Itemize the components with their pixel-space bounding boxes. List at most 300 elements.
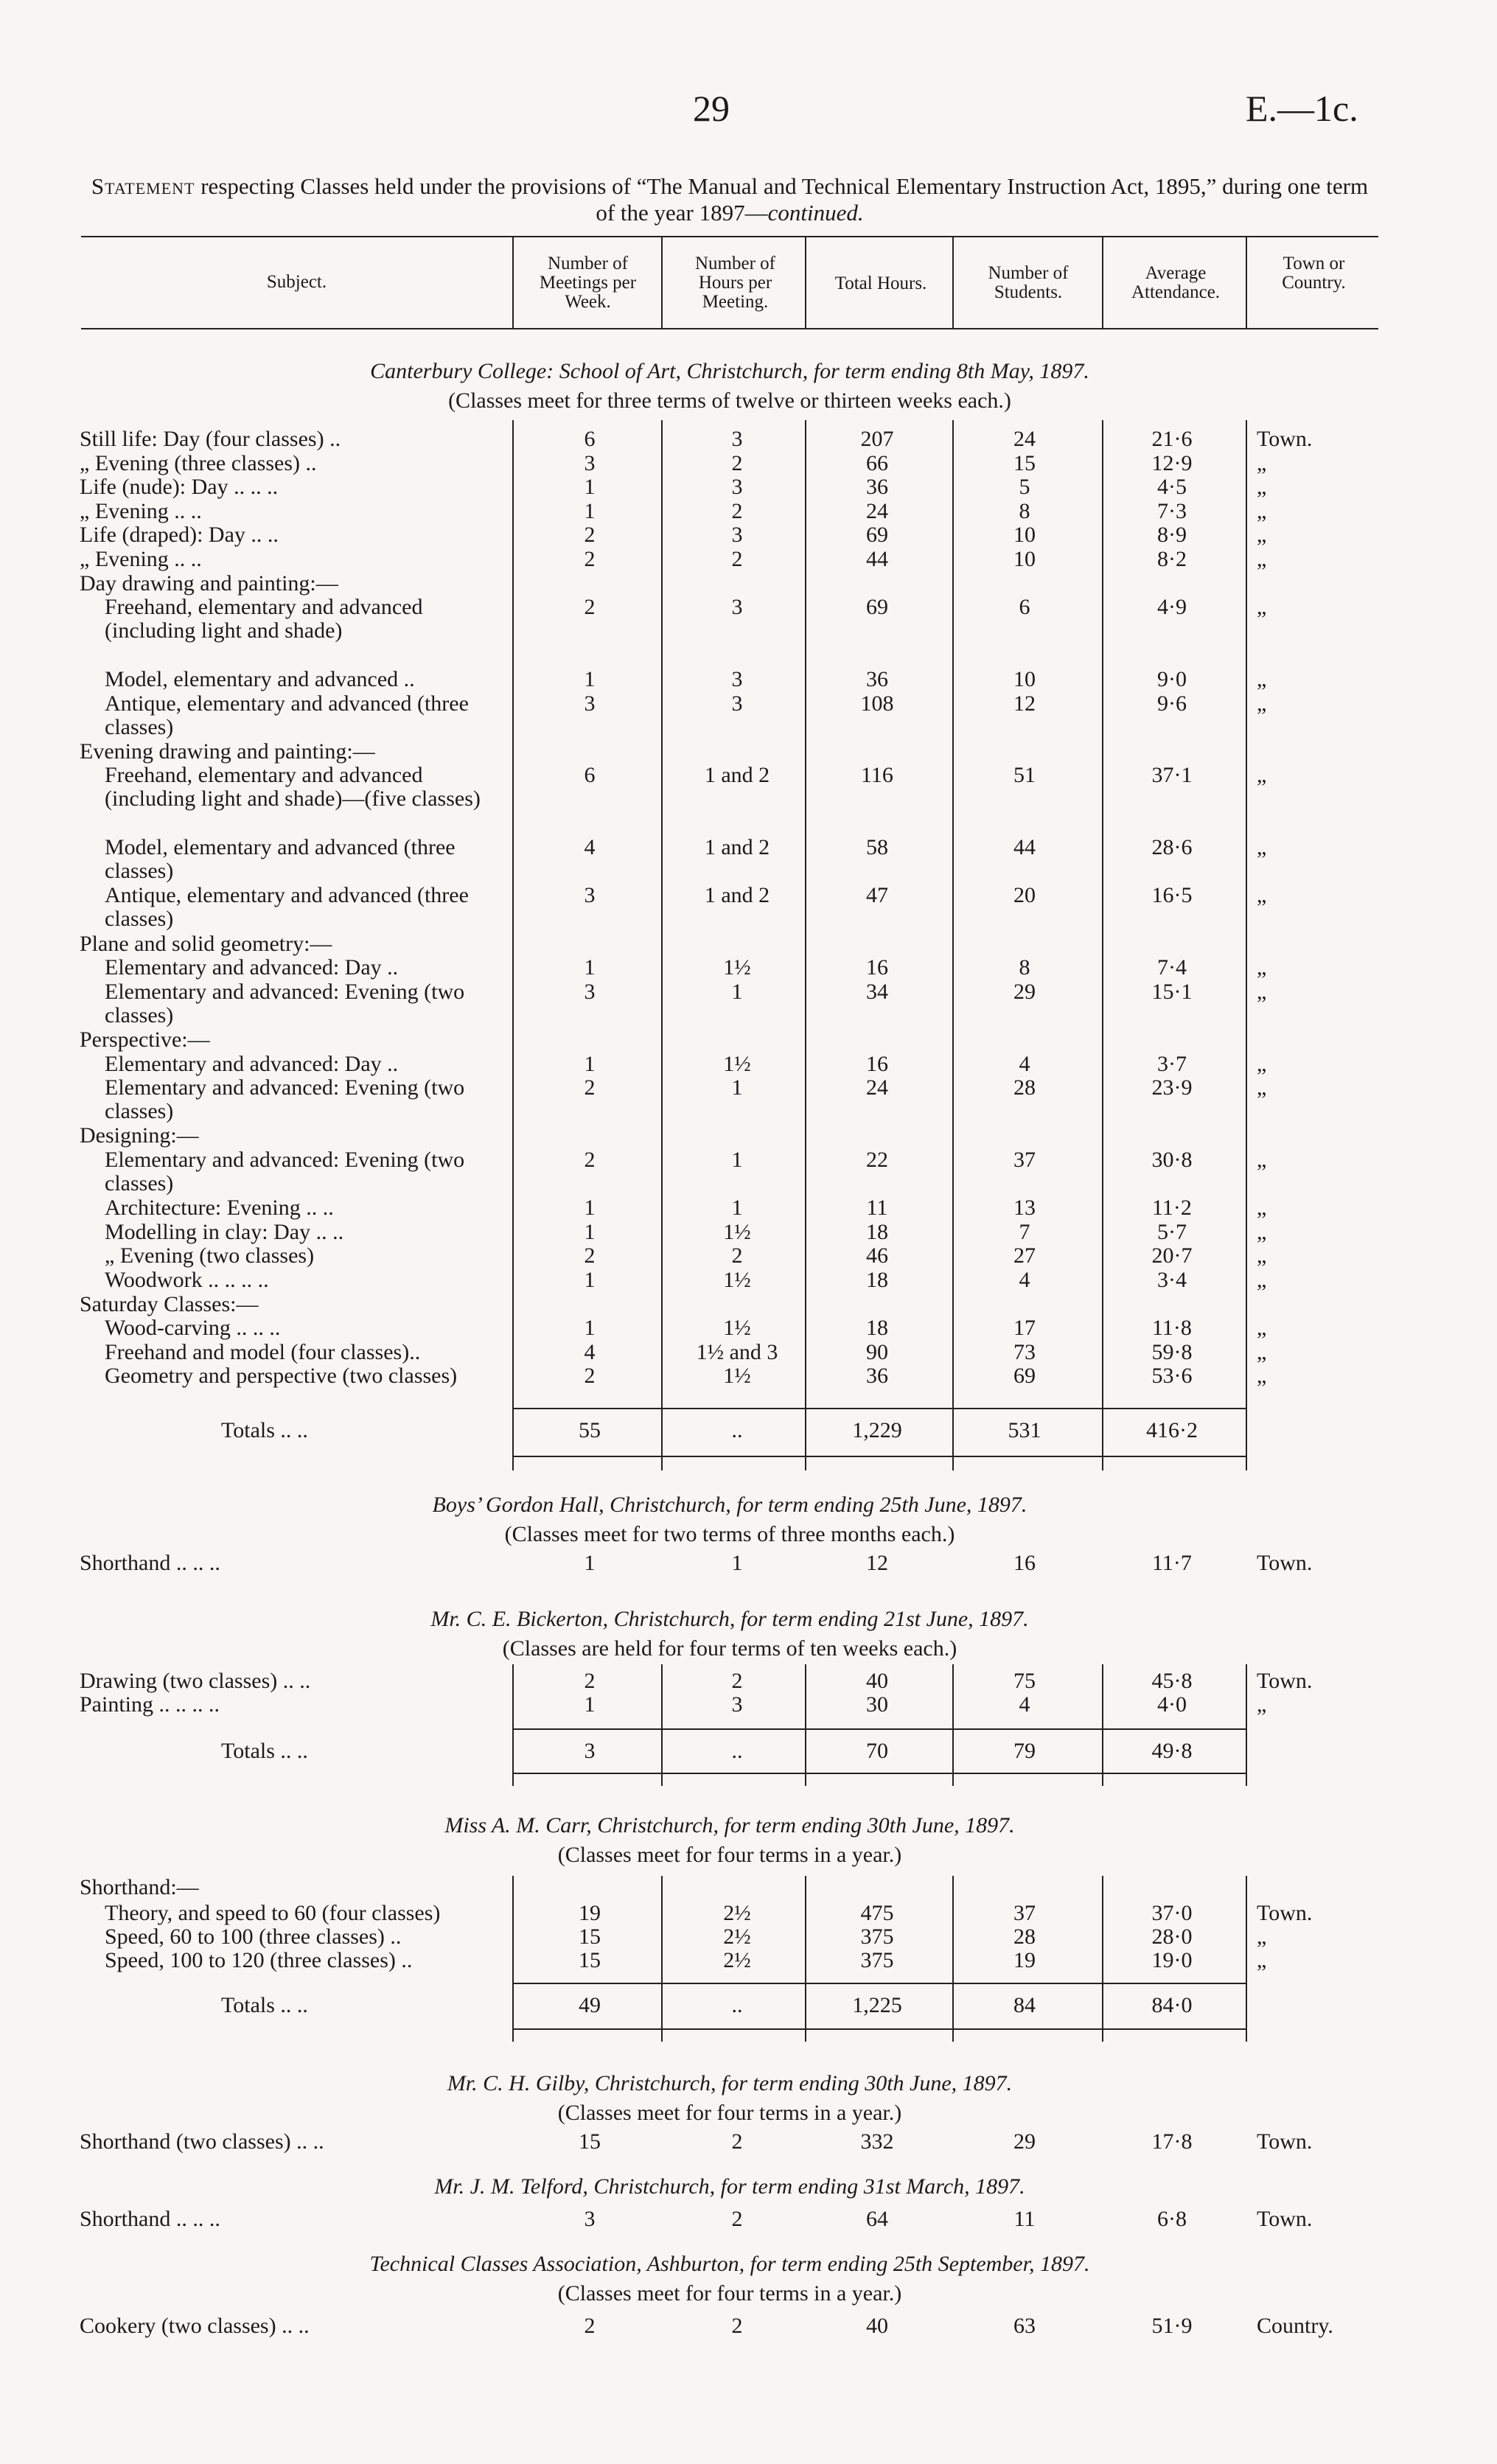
row-students: 69 — [1013, 1364, 1036, 1389]
row-town: „ — [1257, 1339, 1267, 1364]
row-hours: 2½ — [723, 1948, 751, 1972]
totals-total: 70 — [866, 1739, 888, 1763]
row-students: 20 — [1013, 883, 1036, 908]
header-top-rule — [81, 236, 1378, 237]
row-town: „ — [1257, 1051, 1267, 1076]
totals-rule — [512, 1773, 1247, 1774]
row-meetings: 2 — [584, 2314, 596, 2338]
section-note-ashburton: (Classes meet for four terms in a year.) — [557, 2281, 902, 2306]
row-hours: 1 — [731, 979, 743, 1004]
row-attendance: 7·4 — [1157, 955, 1187, 980]
totals-students: 84 — [1013, 1993, 1036, 2017]
totals-hours: .. — [731, 1418, 743, 1442]
series-code: E.—1c. — [1246, 88, 1358, 129]
row-hours: 2 — [731, 2129, 743, 2154]
row-meetings: 19 — [579, 1901, 601, 1925]
row-students: 27 — [1013, 1243, 1036, 1268]
totals-attendance: 49·8 — [1151, 1739, 1193, 1763]
row-total: 36 — [866, 475, 888, 500]
row-students: 7 — [1019, 1219, 1030, 1244]
row-subject: Perspective:— — [80, 1027, 210, 1052]
row-hours: 3 — [731, 427, 743, 451]
row-town: „ — [1257, 667, 1267, 691]
totals-attendance: 416·2 — [1146, 1418, 1198, 1442]
row-town: „ — [1257, 523, 1267, 548]
totals-label: Totals .. .. — [221, 1993, 308, 2017]
row-attendance: 17·8 — [1151, 2129, 1193, 2154]
row-total: 40 — [866, 2314, 888, 2338]
row-total: 22 — [866, 1148, 888, 1172]
row-meetings: 1 — [584, 475, 596, 500]
row-subject: Woodwork .. .. .. .. — [105, 1268, 269, 1292]
row-total: 58 — [866, 835, 888, 860]
row-students: 10 — [1013, 523, 1036, 548]
row-students: 51 — [1013, 763, 1036, 788]
row-town: „ — [1257, 883, 1267, 908]
row-total: 116 — [861, 763, 893, 788]
totals-meetings: 49 — [579, 1993, 601, 2017]
col-divider — [1102, 420, 1103, 1470]
row-meetings: 1 — [584, 1196, 596, 1221]
row-meetings: 2 — [584, 547, 596, 571]
row-town: Town. — [1257, 2129, 1313, 2154]
row-town: „ — [1257, 595, 1267, 620]
row-total: 36 — [866, 667, 888, 691]
row-hours: 1½ — [723, 1364, 751, 1389]
row-town: „ — [1257, 1243, 1267, 1268]
row-meetings: 1 — [584, 1268, 596, 1292]
row-students: 24 — [1013, 427, 1036, 451]
row-meetings: 1 — [584, 667, 596, 691]
row-hours: 2 — [731, 547, 743, 571]
totals-hours: .. — [731, 1993, 743, 2017]
row-hours: 3 — [731, 523, 743, 548]
row-students: 8 — [1019, 498, 1030, 523]
row-subject: Model, elementary and advanced .. — [105, 667, 415, 691]
section-title-telford: Mr. J. M. Telford, Christchurch, for term ending 31st March, 1897. — [434, 2174, 1025, 2199]
row-meetings: 1 — [584, 1051, 596, 1076]
row-total: 24 — [866, 498, 888, 523]
col-divider — [1246, 1876, 1247, 2042]
row-town: „ — [1257, 498, 1267, 523]
row-town: „ — [1257, 1268, 1267, 1292]
row-attendance: 6·8 — [1157, 2207, 1187, 2231]
row-meetings: 2 — [584, 523, 596, 548]
row-subject: Saturday Classes:— — [80, 1291, 259, 1316]
title-continued: continued. — [767, 200, 864, 226]
row-students: 29 — [1013, 979, 1036, 1004]
row-students: 28 — [1013, 1075, 1036, 1100]
col-divider — [512, 420, 514, 1470]
row-subject: Cookery (two classes) .. .. — [80, 2314, 310, 2338]
totals-meetings: 3 — [584, 1739, 596, 1763]
row-attendance: 9·0 — [1157, 667, 1187, 691]
row-subject: Painting .. .. .. .. — [80, 1692, 220, 1717]
row-hours: 1 and 2 — [704, 883, 770, 908]
row-subject: Shorthand .. .. .. — [80, 1551, 220, 1575]
row-subject: Elementary and advanced: Evening (two classes) — [105, 1148, 465, 1196]
row-meetings: 6 — [584, 763, 596, 788]
totals-attendance: 84·0 — [1151, 1993, 1193, 2017]
row-attendance: 51·9 — [1151, 2314, 1193, 2338]
totals-students: 531 — [1008, 1418, 1041, 1442]
row-attendance: 3·4 — [1157, 1268, 1187, 1292]
row-total: 108 — [860, 691, 894, 716]
row-students: 37 — [1013, 1901, 1036, 1925]
row-total: 40 — [866, 1669, 888, 1693]
col-divider — [952, 237, 954, 328]
row-subject: Plane and solid geometry:— — [80, 931, 332, 956]
row-students: 15 — [1013, 450, 1036, 475]
row-total: 375 — [860, 1948, 894, 1972]
row-attendance: 28·0 — [1151, 1924, 1193, 1949]
row-total: 69 — [866, 595, 888, 620]
row-total: 34 — [866, 979, 888, 1004]
row-hours: 2 — [731, 1669, 743, 1693]
row-meetings: 3 — [584, 450, 596, 475]
row-hours: 2½ — [723, 1901, 751, 1925]
row-meetings: 3 — [584, 979, 596, 1004]
row-total: 46 — [866, 1243, 888, 1268]
col-total: Total Hours. — [834, 273, 927, 293]
row-subject: Shorthand .. .. .. — [80, 2207, 220, 2231]
row-hours: 1 — [731, 1196, 743, 1221]
row-students: 12 — [1013, 691, 1036, 716]
row-hours: 2 — [731, 1243, 743, 1268]
row-attendance: 21·6 — [1151, 427, 1193, 451]
row-subject: Evening drawing and painting:— — [80, 739, 375, 764]
totals-rule — [512, 1728, 1247, 1730]
row-attendance: 37·1 — [1151, 763, 1193, 788]
row-town: Town. — [1257, 1901, 1313, 1925]
row-subject: Elementary and advanced: Evening (two classes) — [105, 1075, 465, 1124]
row-subject: Antique, elementary and advanced (three classes) — [105, 691, 469, 739]
row-hours: 2 — [731, 2314, 743, 2338]
row-attendance: 28·6 — [1151, 835, 1193, 860]
row-students: 16 — [1013, 1551, 1036, 1575]
totals-students: 79 — [1013, 1739, 1036, 1763]
row-attendance: 8·9 — [1157, 523, 1187, 548]
row-meetings: 3 — [584, 883, 596, 908]
row-attendance: 20·7 — [1151, 1243, 1193, 1268]
row-hours: 2 — [731, 2207, 743, 2231]
col-divider — [1246, 1664, 1247, 1786]
row-hours: 1 and 2 — [704, 835, 770, 860]
row-attendance: 45·8 — [1151, 1669, 1193, 1693]
row-meetings: 1 — [584, 1219, 596, 1244]
section-note-bickerton: (Classes are held for four terms of ten weeks each.) — [502, 1636, 957, 1661]
row-hours: 1 — [731, 1075, 743, 1100]
row-total: 36 — [866, 1364, 888, 1389]
row-attendance: 15·1 — [1151, 979, 1193, 1004]
col-divider — [661, 237, 663, 328]
row-meetings: 2 — [584, 1148, 596, 1172]
row-meetings: 2 — [584, 1364, 596, 1389]
row-subject: „ Evening .. .. — [80, 498, 202, 523]
col-students: Number of Students. — [988, 263, 1069, 302]
row-subject: Model, elementary and advanced (three classes) — [105, 835, 456, 884]
row-subject: Life (nude): Day .. .. .. — [80, 475, 279, 500]
totals-total: 1,229 — [852, 1418, 902, 1442]
row-attendance: 12·9 — [1151, 450, 1193, 475]
row-students: 10 — [1013, 547, 1036, 571]
row-attendance: 16·5 — [1151, 883, 1193, 908]
row-meetings: 15 — [579, 1948, 601, 1972]
row-students: 5 — [1019, 475, 1030, 500]
totals-rule — [512, 1983, 1247, 1984]
col-town: Town or Country. — [1282, 254, 1346, 293]
row-subject: Elementary and advanced: Evening (two classes) — [105, 979, 465, 1027]
row-meetings: 15 — [579, 1924, 601, 1949]
col-hours: Number of Hours per Meeting. — [695, 254, 775, 312]
row-students: 13 — [1013, 1196, 1036, 1221]
row-students: 19 — [1013, 1948, 1036, 1972]
section-note-gordon: (Classes meet for two terms of three months each.) — [504, 1522, 955, 1546]
totals-total: 1,225 — [852, 1993, 902, 2017]
row-hours: 1½ — [723, 1316, 751, 1341]
section-title-carr: Miss A. M. Carr, Christchurch, for term ending 30th June, 1897. — [444, 1813, 1015, 1837]
row-town: „ — [1257, 763, 1267, 788]
row-subject: Elementary and advanced: Day .. — [105, 955, 399, 980]
col-divider — [1246, 420, 1247, 1470]
totals-hours: .. — [731, 1739, 743, 1763]
row-attendance: 5·7 — [1157, 1219, 1187, 1244]
row-subject: Antique, elementary and advanced (three classes) — [105, 883, 469, 932]
section-title-bickerton: Mr. C. E. Bickerton, Christchurch, for term ending 21st June, 1897. — [430, 1607, 1029, 1631]
section-title-ashburton: Technical Classes Association, Ashburton, for term ending 25th September, 1897. — [369, 2252, 1090, 2276]
row-total: 44 — [866, 547, 888, 571]
row-meetings: 2 — [584, 1243, 596, 1268]
row-attendance: 3·7 — [1157, 1051, 1187, 1076]
row-town: „ — [1257, 835, 1267, 860]
row-town: „ — [1257, 1219, 1267, 1244]
row-total: 207 — [860, 427, 894, 451]
row-meetings: 2 — [584, 1669, 596, 1693]
row-subject: Day drawing and painting:— — [80, 570, 338, 596]
row-subject: „ Evening (three classes) .. — [80, 450, 317, 475]
carr-heading: Shorthand:— — [80, 1875, 199, 1899]
col-divider — [512, 237, 514, 328]
row-town: „ — [1257, 1364, 1267, 1389]
row-students: 37 — [1013, 1148, 1036, 1172]
section-note-carr: (Classes meet for four terms in a year.) — [557, 1843, 902, 1867]
row-hours: 1½ — [723, 1219, 751, 1244]
row-students: 11 — [1013, 2207, 1036, 2231]
section-title-gordon: Boys’ Gordon Hall, Christchurch, for term ending 25th June, 1897. — [432, 1493, 1027, 1517]
row-attendance: 30·8 — [1151, 1148, 1193, 1172]
row-attendance: 4·9 — [1157, 595, 1187, 620]
row-hours: 2½ — [723, 1924, 751, 1949]
row-town: „ — [1257, 979, 1267, 1004]
row-town: „ — [1257, 1196, 1267, 1221]
row-students: 75 — [1013, 1669, 1036, 1693]
row-town: „ — [1257, 1148, 1267, 1172]
row-meetings: 2 — [584, 1075, 596, 1100]
row-meetings: 4 — [584, 1339, 596, 1364]
row-town: „ — [1257, 450, 1267, 475]
row-meetings: 1 — [584, 1692, 596, 1717]
row-students: 29 — [1013, 2129, 1036, 2154]
row-hours: 3 — [731, 667, 743, 691]
col-divider — [661, 1664, 663, 1786]
row-students: 4 — [1019, 1051, 1030, 1076]
row-hours: 3 — [731, 691, 743, 716]
row-subject: Architecture: Evening .. .. — [105, 1196, 334, 1221]
row-attendance: 11·2 — [1152, 1196, 1192, 1221]
row-total: 47 — [866, 883, 888, 908]
col-divider — [512, 1664, 514, 1786]
row-attendance: 9·6 — [1157, 691, 1187, 716]
row-town: „ — [1257, 475, 1267, 500]
row-attendance: 23·9 — [1151, 1075, 1193, 1100]
row-total: 332 — [860, 2129, 894, 2154]
row-students: 28 — [1013, 1924, 1036, 1949]
row-town: „ — [1257, 1924, 1267, 1949]
row-attendance: 7·3 — [1157, 498, 1187, 523]
row-total: 18 — [866, 1316, 888, 1341]
row-attendance: 4·0 — [1157, 1692, 1187, 1717]
row-total: 16 — [866, 955, 888, 980]
row-attendance: 11·8 — [1152, 1316, 1192, 1341]
row-total: 64 — [866, 2207, 888, 2231]
row-town: „ — [1257, 1075, 1267, 1100]
row-students: 8 — [1019, 955, 1030, 980]
row-total: 90 — [866, 1339, 888, 1364]
row-total: 16 — [866, 1051, 888, 1076]
row-students: 63 — [1013, 2314, 1036, 2338]
row-town: „ — [1257, 1692, 1267, 1717]
row-total: 475 — [860, 1901, 894, 1925]
row-subject: Still life: Day (four classes) .. — [80, 427, 341, 451]
row-hours: 1½ and 3 — [696, 1339, 778, 1364]
row-total: 30 — [866, 1692, 888, 1717]
row-subject: Shorthand (two classes) .. .. — [80, 2129, 324, 2154]
row-town: „ — [1257, 955, 1267, 980]
row-total: 18 — [866, 1268, 888, 1292]
col-divider — [1102, 237, 1103, 328]
row-subject: Elementary and advanced: Day .. — [105, 1051, 399, 1076]
row-attendance: 4·5 — [1157, 475, 1187, 500]
row-subject: Speed, 60 to 100 (three classes) .. — [105, 1924, 402, 1949]
row-students: 17 — [1013, 1316, 1036, 1341]
col-divider — [1102, 1664, 1103, 1786]
row-subject: Geometry and perspective (two classes) — [105, 1364, 458, 1389]
row-meetings: 15 — [579, 2129, 601, 2154]
totals-meetings: 55 — [579, 1418, 601, 1442]
row-town: Country. — [1257, 2314, 1333, 2338]
totals-label: Totals .. .. — [221, 1418, 308, 1442]
row-meetings: 3 — [584, 2207, 596, 2231]
row-students: 44 — [1013, 835, 1036, 860]
col-meetings: Number of Meetings per Week. — [539, 254, 637, 312]
row-students: 4 — [1019, 1268, 1030, 1292]
title-text: respecting Classes held under the provisions of “The Manual and Technical Elementary Instruction Act, 1895,” during one term of the year 1897— — [195, 173, 1369, 226]
section-note-canterbury: (Classes meet for three terms of twelve or thirteen weeks each.) — [448, 388, 1011, 413]
row-hours: 1 — [731, 1148, 743, 1172]
row-town: „ — [1257, 547, 1267, 571]
row-attendance: 53·6 — [1151, 1364, 1193, 1389]
col-attendance: Average Attendance. — [1131, 263, 1221, 302]
row-subject: Wood-carving .. .. .. — [105, 1316, 281, 1341]
row-students: 4 — [1019, 1692, 1030, 1717]
row-subject: Life (draped): Day .. .. — [80, 523, 279, 548]
row-subject: Freehand and model (four classes).. — [105, 1339, 421, 1364]
row-town: „ — [1257, 691, 1267, 716]
row-subject: Drawing (two classes) .. .. — [80, 1669, 311, 1693]
col-divider — [805, 237, 806, 328]
row-town: Town. — [1257, 1669, 1313, 1693]
row-hours: 1 — [731, 1551, 743, 1575]
row-meetings: 3 — [584, 691, 596, 716]
row-attendance: 11·7 — [1152, 1551, 1192, 1575]
row-hours: 2 — [731, 498, 743, 523]
row-meetings: 6 — [584, 427, 596, 451]
row-meetings: 1 — [584, 1316, 596, 1341]
totals-rule — [512, 2028, 1247, 2030]
row-meetings: 1 — [584, 1551, 596, 1575]
row-hours: 1½ — [723, 1268, 751, 1292]
row-total: 11 — [866, 1196, 888, 1221]
row-subject: „ Evening .. .. — [80, 547, 202, 571]
row-total: 66 — [866, 450, 888, 475]
row-subject: Freehand, elementary and advanced (including light and shade) — [105, 595, 423, 643]
row-town: Town. — [1257, 2207, 1313, 2231]
row-students: 10 — [1013, 667, 1036, 691]
col-divider — [805, 420, 806, 1470]
col-divider — [661, 420, 663, 1470]
row-hours: 1½ — [723, 1051, 751, 1076]
row-attendance: 19·0 — [1151, 1948, 1193, 1972]
row-total: 24 — [866, 1075, 888, 1100]
row-subject: Speed, 100 to 120 (three classes) .. — [105, 1948, 413, 1972]
row-students: 6 — [1019, 595, 1030, 620]
row-meetings: 2 — [584, 595, 596, 620]
title-lead: Statement — [91, 173, 195, 199]
row-hours: 3 — [731, 1692, 743, 1717]
totals-rule — [512, 1408, 1247, 1409]
row-total: 12 — [866, 1551, 888, 1575]
row-subject: Designing:— — [80, 1123, 199, 1148]
row-total: 18 — [866, 1219, 888, 1244]
row-hours: 2 — [731, 450, 743, 475]
row-meetings: 1 — [584, 498, 596, 523]
col-divider — [952, 1664, 954, 1786]
row-hours: 1½ — [723, 955, 751, 980]
col-divider — [952, 420, 954, 1470]
section-title-canterbury: Canterbury College: School of Art, Christchurch, for term ending 8th May, 1897. — [370, 359, 1089, 383]
page-number: 29 — [693, 88, 730, 129]
section-note-gilby: (Classes meet for four terms in a year.) — [557, 2101, 902, 2125]
row-subject: Theory, and speed to 60 (four classes) — [105, 1901, 441, 1925]
row-town: Town. — [1257, 427, 1313, 451]
row-meetings: 1 — [584, 955, 596, 980]
row-subject: Modelling in clay: Day .. .. — [105, 1219, 344, 1244]
row-hours: 3 — [731, 475, 743, 500]
row-meetings: 4 — [584, 835, 596, 860]
row-students: 73 — [1013, 1339, 1036, 1364]
statement-title — [81, 173, 1378, 226]
col-divider — [512, 1876, 514, 2042]
row-attendance: 59·8 — [1151, 1339, 1193, 1364]
row-attendance: 37·0 — [1151, 1901, 1193, 1925]
row-hours: 3 — [731, 595, 743, 620]
section-title-gilby: Mr. C. H. Gilby, Christchurch, for term ending 30th June, 1897. — [447, 2071, 1013, 2095]
row-town: „ — [1257, 1316, 1267, 1341]
row-town: Town. — [1257, 1551, 1313, 1575]
row-hours: 1 and 2 — [704, 763, 770, 788]
totals-label: Totals .. .. — [221, 1739, 308, 1763]
row-total: 375 — [860, 1924, 894, 1949]
